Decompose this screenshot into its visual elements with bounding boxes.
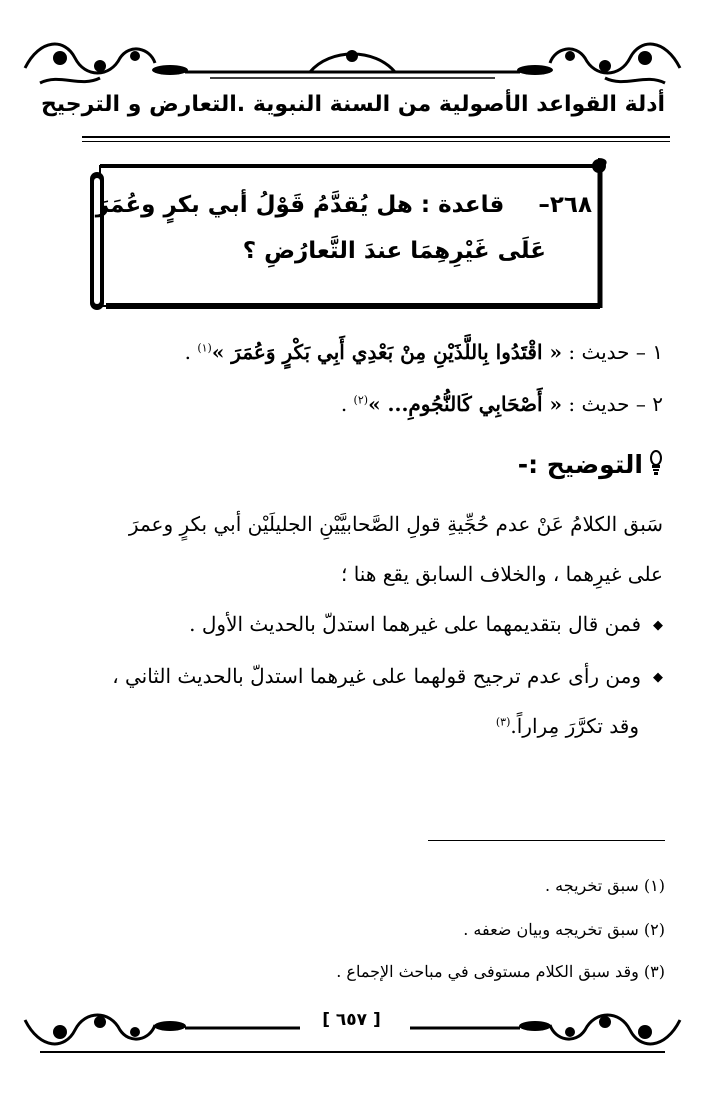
- hadith-1-ref: (١): [197, 341, 212, 355]
- paragraph-line-1: سَبق الكلامُ عَنْ عدم حُجِّيةِ قولِ الصَّحابيَّيْنِ الجليلَيْن أبي بكرٍ وعمرَ: [128, 512, 663, 536]
- hadith-2-text: « أَصْحَابِي كَالنُّجُومِ... »: [368, 392, 562, 416]
- hadith-item-2: [341, 392, 663, 416]
- rule-text-block: [95, 182, 596, 302]
- header-divider-thin: [82, 141, 670, 142]
- header-divider: [82, 136, 670, 138]
- footnote-divider: [428, 840, 665, 841]
- rule-line-1: [95, 182, 596, 228]
- running-header-title: أدلة القواعد الأصولية من السنة النبوية .التعارض و الترجيح: [40, 92, 666, 117]
- hadith-2-end: .: [340, 392, 348, 416]
- page-number: [ ٦٥٧ ]: [322, 1010, 381, 1030]
- footnote-2-num: (٢): [643, 920, 665, 939]
- bullet-2-ref: (٣): [495, 715, 511, 729]
- top-ornament-icon: [20, 28, 685, 98]
- rule-title-line2: عَلَى غَيْرِهِمَا عندَ التَّعارُضِ ؟: [242, 238, 546, 264]
- rule-line-2: [108, 228, 596, 274]
- bullet-1-text: فمن قال بتقديمهما على غيرهما استدلّ بالحديث الأول .: [189, 612, 641, 636]
- paragraph-line-2: على غيرِهما ، والخلاف السابق يقع هنا ؛: [341, 562, 663, 586]
- hadith-1-prefix: ١ – حديث :: [568, 340, 663, 364]
- lamp-icon: [649, 450, 663, 482]
- footnote-3-text: وقد سبق الكلام مستوفى في مباحث الإجماع .: [336, 962, 639, 981]
- footnote-3: [336, 962, 665, 981]
- bullet-2-text: ومن رأى عدم ترجيح قولهما على غيرهما استدلّ بالحديث الثاني ،: [112, 664, 641, 688]
- bullet-item-2-continuation: [496, 714, 639, 738]
- footnote-3-num: (٣): [643, 962, 665, 981]
- diamond-bullet-icon: ◆: [653, 618, 663, 633]
- footnote-2-text: سبق تخريجه وبيان ضعفه .: [463, 920, 639, 939]
- bullet-2-cont-text: وقد تكرَّرَ مِراراً.: [510, 714, 639, 738]
- hadith-2-ref: (٢): [353, 393, 369, 407]
- footnote-1-text: سبق تخريجه .: [545, 876, 639, 895]
- hadith-1-text: « اقْتَدُوا بِاللَّذَيْنِ مِنْ بَعْدِي أَبِي بَكْرٍ وَعُمَرَ »: [211, 340, 562, 364]
- rule-scroll-box: [86, 158, 611, 313]
- section-title: التوضيح :-: [517, 450, 643, 479]
- rule-number: ٢٦٨–: [538, 192, 592, 218]
- footnote-1: [545, 876, 665, 895]
- hadith-item-1: [185, 340, 663, 364]
- hadith-1-end: .: [184, 340, 191, 364]
- section-heading: [518, 450, 663, 482]
- footnote-2: [463, 920, 665, 939]
- rule-title-line1: قاعدة : هل يُقدَّمُ قَوْلُ أبي بكرٍ وعُمَرَ: [95, 192, 505, 218]
- footnote-1-num: (١): [643, 876, 665, 895]
- bullet-item-1: [189, 612, 663, 636]
- hadith-2-prefix: ٢ – حديث :: [568, 392, 663, 416]
- bullet-item-2: [112, 664, 663, 688]
- diamond-bullet-icon: ◆: [653, 670, 663, 685]
